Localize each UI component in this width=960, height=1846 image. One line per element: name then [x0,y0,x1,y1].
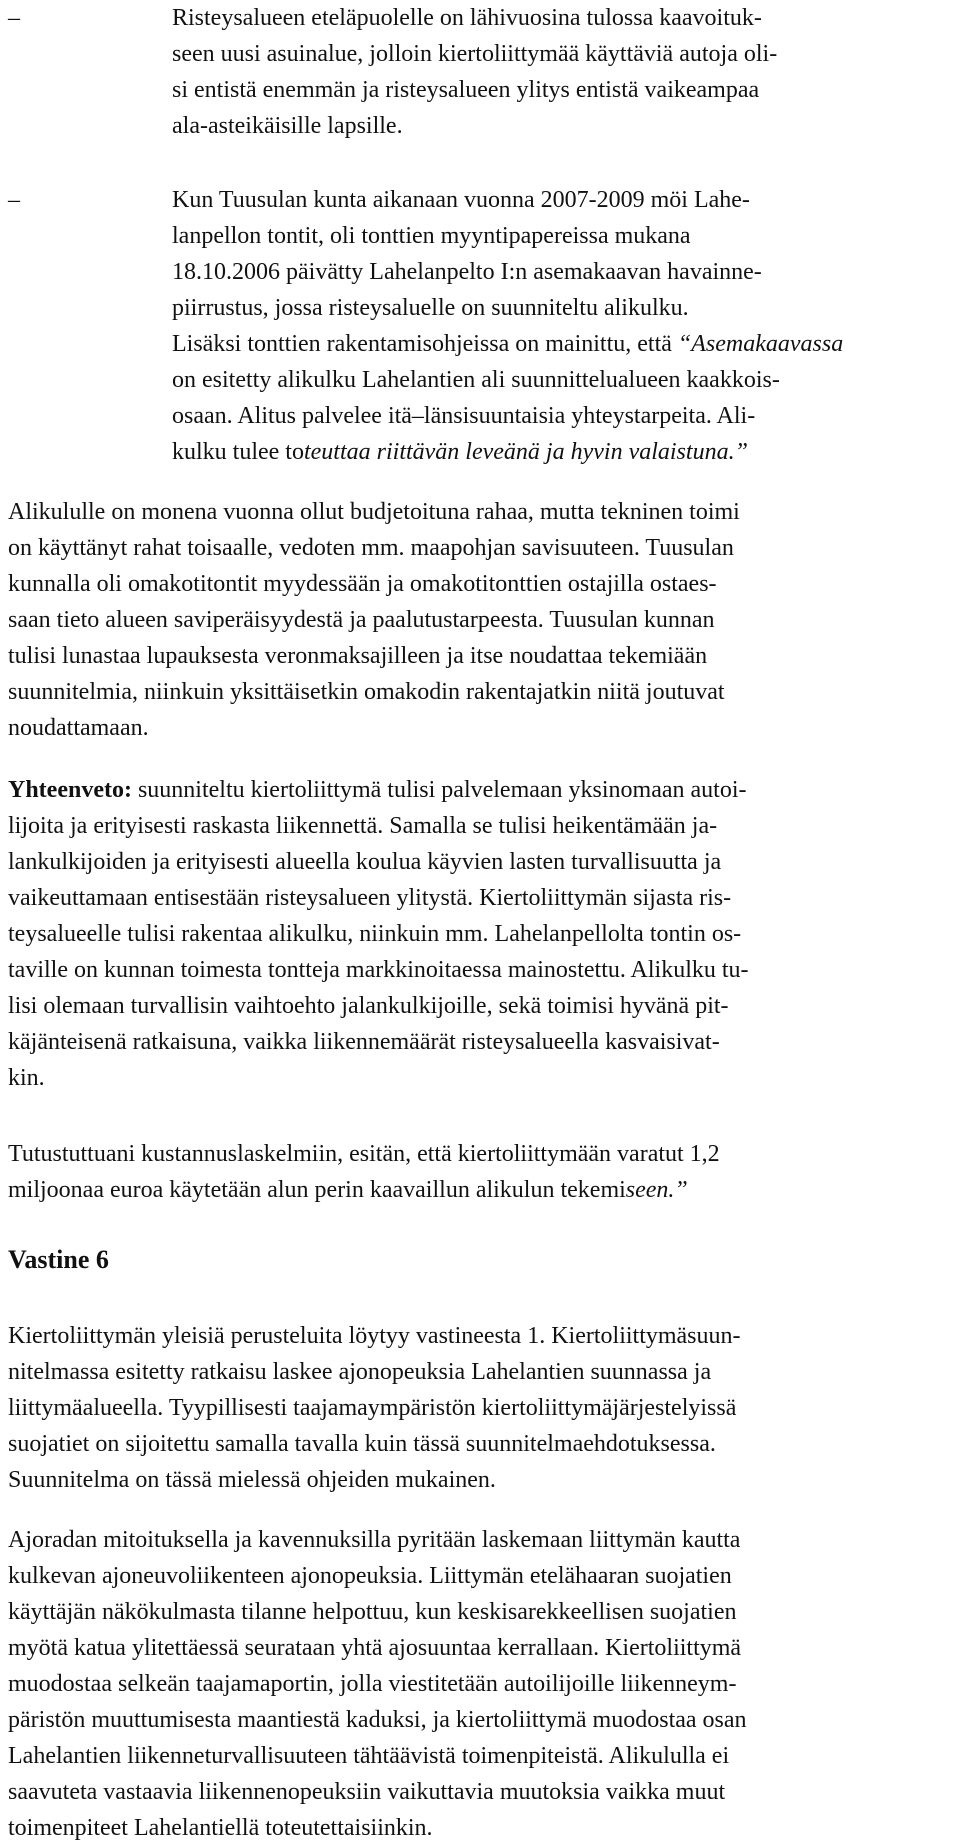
bullet-1-line: Risteysalueen eteläpuolelle on lähivuosina tulossa kaavoituk- [172,5,762,31]
bullet-1-line: si entistä enemmän ja risteysalueen ylitys entistä vaikeampaa [172,77,760,103]
bullet-2-text: kulku tulee to [172,439,304,465]
bullet-2-line: piirrustus, jossa risteysaluelle on suunniteltu alikulku. [172,295,689,321]
summary-line: lijoita ja erityisesti raskasta liikennettä. Samalla se tulisi heikentämään ja- [8,813,718,839]
response-line: toimenpiteet Lahelantiellä toteutettaisiinkin. [8,1815,433,1841]
bullet-2-line: Kun Tuusulan kunta aikanaan vuonna 2007-2009 möi Lahe- [172,187,750,213]
closing-line: Tutustuttuani kustannuslaskelmiin, esitän, että kiertoliittymään varatut 1,2 [8,1141,720,1167]
response-line: käyttäjän näkökulmasta tilanne helpottuu, kun keskisarekkeellisen suojatien [8,1599,737,1625]
closing-italic: seen.” [625,1177,688,1203]
summary-line [8,772,747,808]
paragraph-line: saan tieto alueen saviperäisyydestä ja paalutustarpeesta. Tuusulan kunnan [8,607,715,633]
response-line: nitelmassa esitetty ratkaisu laskee ajonopeuksia Lahelantien suunnassa ja [8,1359,712,1385]
response-line: suojatiet on sijoitettu samalla tavalla kuin tässä suunnitelmaehdotuksessa. [8,1431,716,1457]
summary-line: kin. [8,1065,45,1091]
bullet-2-line: on esitetty alikulku Lahelantien ali suunnittelualueen kaakkois- [172,367,780,393]
summary-line: lisi olemaan turvallisin vaihtoehto jalankulkijoille, sekä toimisi hyvänä pit- [8,993,729,1019]
bullet-2-line: lanpellon tontit, oli tonttien myyntipapereissa mukana [172,223,691,249]
response-line: Ajoradan mitoituksella ja kavennuksilla pyritään laskemaan liittymän kautta [8,1527,741,1553]
paragraph-line: on käyttänyt rahat toisaalle, vedoten mm. maapohjan savisuuteen. Tuusulan [8,535,734,561]
paragraph-line: Alikululle on monena vuonna ollut budjetoituna rahaa, mutta tekninen toimi [8,499,740,525]
italic-quote: teuttaa riittävän leveänä ja hyvin valaistuna.” [303,439,748,465]
paragraph-line: suunnitelmia, niinkuin yksittäisetkin omakodin rakentajatkin niitä joutuvat [8,679,725,705]
bullet-dash: – [8,187,20,213]
summary-line: vaikeuttamaan entisestään risteysalueen ylitystä. Kiertoliittymän sijasta ris- [8,885,732,911]
bullet-dash: – [8,5,20,31]
bullet-1-line: ala-asteikäisille lapsille. [172,113,403,139]
paragraph-line: noudattamaan. [8,715,149,741]
response-line: kulkevan ajoneuvoliikenteen ajonopeuksia. Liittymän etelähaaran suojatien [8,1563,732,1589]
response-line: liittymäalueella. Tyypillisesti taajamaympäristön kiertoliittymäjärjestelyissä [8,1395,737,1421]
summary-label: Yhteenveto: [8,777,132,803]
response-line: Kiertoliittymän yleisiä perusteluita löytyy vastineesta 1. Kiertoliittymäsuun- [8,1323,741,1349]
response-line: Suunnitelma on tässä mielessä ohjeiden mukainen. [8,1467,496,1493]
bullet-2-line: 18.10.2006 päivätty Lahelanpelto I:n asemakaavan havainne- [172,259,762,285]
response-line: saavuteta vastaavia liikennenopeuksiin vaikuttavia muutoksia vaikka muut [8,1779,726,1805]
closing-text: miljoonaa euroa käytetään alun perin kaavaillun alikulun tekemi [8,1177,626,1203]
response-line: myötä katua ylitettäessä seurataan yhtä ajosuuntaa kerrallaan. Kiertoliittymä [8,1635,742,1661]
response-line: Lahelantien liikenneturvallisuuteen tähtäävistä toimenpiteistä. Alikululla ei [8,1743,730,1769]
response-line: päristön muuttumisesta maantiestä kaduksi, ja kiertoliittymä muodostaa osan [8,1707,747,1733]
bullet-1-line: seen uusi asuinalue, jolloin kiertoliittymää käyttäviä autoja oli- [172,41,778,67]
bullet-2-text: Lisäksi tonttien rakentamisohjeissa on mainittu, että [172,331,678,357]
italic-quote: “Asemakaavassa [677,331,844,357]
response-line: muodostaa selkeän taajamaportin, jolla viestitetään autoilijoille liikenneym- [8,1671,737,1697]
bullet-2-line [172,434,748,470]
summary-line: teysalueelle tulisi rakentaa alikulku, niinkuin mm. Lahelanpellolta tontin os- [8,921,742,947]
summary-line: käjänteisenä ratkaisuna, vaikka liikennemäärät risteysalueella kasvaisivat- [8,1029,720,1055]
summary-line: lankulkijoiden ja erityisesti alueella koulua käyvien lasten turvallisuutta ja [8,849,722,875]
summary-line: taville on kunnan toimesta tontteja markkinoitaessa mainostettu. Alikulku tu- [8,957,749,983]
bullet-2-line: osaan. Alitus palvelee itä–länsisuuntaisia yhteystarpeita. Ali- [172,403,756,429]
paragraph-line: kunnalla oli omakotitontit myydessään ja omakotitonttien ostajilla ostaes- [8,571,717,597]
closing-line [8,1172,688,1208]
paragraph-line: tulisi lunastaa lupauksesta veronmaksajilleen ja itse noudattaa tekemiään [8,643,708,669]
summary-text: suunniteltu kiertoliittymä tulisi palvelemaan yksinomaan autoi- [131,777,747,803]
bullet-2-line [172,326,843,362]
section-heading: Vastine 6 [8,1245,109,1274]
